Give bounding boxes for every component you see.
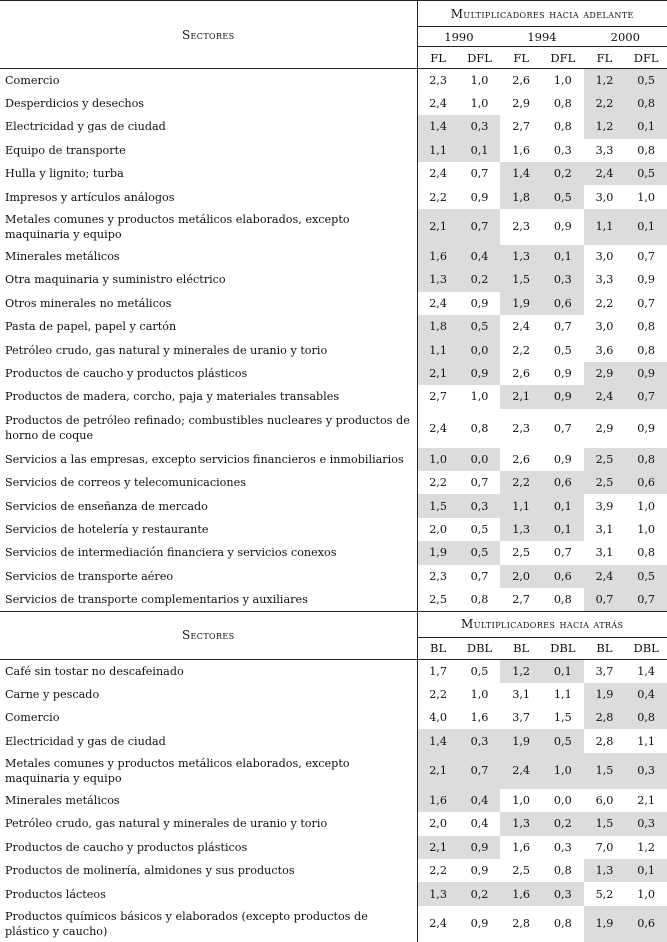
multiplier-value: 1,6 bbox=[470, 711, 489, 725]
multiplier-value: 2,5 bbox=[512, 546, 531, 560]
multiplier-value: 0,1 bbox=[542, 518, 584, 541]
multiplier-value: 0,4 bbox=[470, 817, 489, 831]
multiplier-value: 2,4 bbox=[417, 906, 459, 942]
table-row bbox=[0, 859, 667, 882]
sector-name: Productos de petróleo refinado; combustibles nucleares y productos de horno de coque bbox=[5, 414, 410, 443]
multiplier-value: 3,3 bbox=[595, 143, 614, 157]
multiplier-value: 1,0 bbox=[470, 687, 489, 701]
sector-name: Productos de madera, corcho, paja y materiales transables bbox=[5, 390, 340, 404]
sector-name: Servicios de transporte complementarios y auxiliares bbox=[5, 592, 308, 606]
table-row bbox=[0, 789, 667, 812]
column-label: FL bbox=[417, 47, 459, 69]
multiplier-value: 0,9 bbox=[553, 366, 572, 380]
multiplier-value: 1,1 bbox=[584, 209, 626, 245]
multiplier-value: 2,7 bbox=[512, 120, 531, 134]
multiplier-value: 3,1 bbox=[512, 687, 531, 701]
multiplier-value: 0,8 bbox=[625, 448, 667, 471]
sector-name: Comercio bbox=[5, 711, 60, 725]
multiplier-value: 0,7 bbox=[637, 296, 656, 310]
multiplier-value: 1,0 bbox=[637, 190, 656, 204]
backward-title: Multiplicadores hacia atrás bbox=[417, 611, 667, 637]
multiplier-value: 1,6 bbox=[500, 882, 542, 905]
multiplier-value: 1,0 bbox=[637, 887, 656, 901]
multiplier-value: 1,4 bbox=[500, 162, 542, 185]
year-header: 1990 bbox=[417, 27, 500, 47]
multiplier-value: 3,7 bbox=[512, 711, 531, 725]
multiplier-value: 2,9 bbox=[512, 97, 531, 111]
multiplier-value: 0,7 bbox=[584, 588, 626, 611]
multiplier-value: 3,1 bbox=[595, 522, 614, 536]
sector-name: Metales comunes y productos metálicos elaborados, excepto maquinaria y equipo bbox=[5, 756, 350, 785]
multiplier-value: 1,1 bbox=[417, 139, 459, 162]
multiplier-value: 1,5 bbox=[500, 268, 542, 291]
sector-name: Productos químicos básicos y elaborados (excepto productos de plástico y caucho) bbox=[5, 909, 368, 938]
multiplier-value: 1,0 bbox=[470, 390, 489, 404]
sector-name: Electricidad y gas de ciudad bbox=[5, 120, 166, 134]
multiplier-value: 0,9 bbox=[637, 421, 656, 435]
multiplier-value: 0,3 bbox=[542, 268, 584, 291]
multiplier-value: 1,9 bbox=[500, 292, 542, 315]
multiplier-value: 2,6 bbox=[512, 452, 531, 466]
table-row bbox=[0, 882, 667, 905]
table-row bbox=[0, 315, 667, 338]
multiplier-value: 0,6 bbox=[625, 471, 667, 494]
multiplier-value: 0,9 bbox=[459, 836, 501, 859]
multiplier-value: 3,0 bbox=[595, 250, 614, 264]
multiplier-value: 0,7 bbox=[553, 320, 572, 334]
multiplier-value: 2,0 bbox=[500, 565, 542, 588]
table-row bbox=[0, 906, 667, 942]
multiplier-value: 2,4 bbox=[417, 162, 459, 185]
multiplier-value: 4,0 bbox=[417, 706, 459, 729]
multiplier-value: 0,1 bbox=[542, 659, 584, 682]
table-row bbox=[0, 659, 667, 682]
multiplier-value: 1,4 bbox=[417, 729, 459, 752]
multiplier-value: 0,9 bbox=[470, 190, 489, 204]
multiplier-value: 0,5 bbox=[542, 729, 584, 752]
multiplier-value: 2,7 bbox=[512, 592, 531, 606]
multiplier-value: 0,4 bbox=[459, 245, 501, 268]
multiplier-value: 0,9 bbox=[553, 452, 572, 466]
multiplier-value: 1,1 bbox=[553, 687, 572, 701]
sector-name: Otra maquinaria y suministro eléctrico bbox=[5, 273, 226, 287]
sector-name: Minerales metálicos bbox=[5, 250, 120, 264]
table-row bbox=[0, 409, 667, 448]
column-label: BL bbox=[417, 637, 459, 659]
multiplier-value: 0,1 bbox=[459, 139, 501, 162]
multiplier-value: 0,1 bbox=[625, 115, 667, 138]
sector-name: Productos de caucho y productos plásticos bbox=[5, 840, 248, 854]
table-row bbox=[0, 812, 667, 835]
multiplier-value: 2,5 bbox=[584, 448, 626, 471]
year-header: 2000 bbox=[584, 27, 667, 47]
multiplier-value: 2,8 bbox=[512, 917, 531, 931]
multiplier-value: 3,1 bbox=[595, 546, 614, 560]
multiplier-value: 0,7 bbox=[459, 753, 501, 789]
multiplier-value: 1,0 bbox=[553, 73, 572, 87]
multiplier-value: 1,3 bbox=[500, 812, 542, 835]
multiplier-value: 1,3 bbox=[417, 882, 459, 905]
multiplier-value: 0,9 bbox=[459, 362, 501, 385]
column-label: DFL bbox=[459, 47, 501, 69]
forward-section bbox=[0, 1, 667, 612]
multiplier-value: 1,3 bbox=[417, 268, 459, 291]
multiplier-value: 1,2 bbox=[584, 69, 626, 92]
table-row bbox=[0, 706, 667, 729]
multiplier-value: 2,3 bbox=[512, 421, 531, 435]
multiplier-value: 2,2 bbox=[417, 471, 459, 494]
multiplier-value: 0,1 bbox=[542, 494, 584, 517]
multiplier-value: 2,4 bbox=[584, 385, 626, 408]
multiplier-value: 2,5 bbox=[417, 588, 459, 611]
multiplier-value: 0,1 bbox=[625, 209, 667, 245]
multiplier-value: 0,9 bbox=[625, 362, 667, 385]
multiplier-value: 0,8 bbox=[625, 706, 667, 729]
multiplier-value: 1,1 bbox=[417, 338, 459, 361]
multiplier-value: 0,3 bbox=[553, 840, 572, 854]
multiplier-value: 2,1 bbox=[500, 385, 542, 408]
multiplier-value: 1,0 bbox=[512, 794, 531, 808]
multiplier-value: 0,2 bbox=[542, 812, 584, 835]
multiplier-value: 0,3 bbox=[542, 882, 584, 905]
table-row bbox=[0, 92, 667, 115]
table-row bbox=[0, 753, 667, 789]
multiplier-value: 1,5 bbox=[417, 494, 459, 517]
column-label: DFL bbox=[625, 47, 667, 69]
table-row bbox=[0, 385, 667, 408]
multiplier-value: 0,7 bbox=[625, 588, 667, 611]
multiplier-value: 0,7 bbox=[553, 421, 572, 435]
sector-name: Servicios de transporte aéreo bbox=[5, 569, 174, 583]
multiplier-value: 3,6 bbox=[595, 343, 614, 357]
sector-name: Servicios de enseñanza de mercado bbox=[5, 499, 208, 513]
multiplier-value: 0,8 bbox=[553, 917, 572, 931]
multiplier-value: 0,4 bbox=[459, 789, 501, 812]
sector-name: Equipo de transporte bbox=[5, 143, 126, 157]
table-row bbox=[0, 683, 667, 706]
table-row bbox=[0, 518, 667, 541]
multiplier-value: 2,5 bbox=[512, 864, 531, 878]
multiplier-value: 0,9 bbox=[542, 385, 584, 408]
multiplier-value: 0,9 bbox=[470, 864, 489, 878]
multiplier-value: 6,0 bbox=[595, 794, 614, 808]
multiplier-value: 2,3 bbox=[512, 220, 531, 234]
column-label: DFL bbox=[542, 47, 584, 69]
multiplier-value: 0,8 bbox=[553, 97, 572, 111]
column-label: DBL bbox=[542, 637, 584, 659]
multiplier-value: 2,2 bbox=[417, 683, 459, 706]
column-label: FL bbox=[500, 47, 542, 69]
multiplier-value: 2,2 bbox=[512, 343, 531, 357]
multiplier-value: 0,7 bbox=[637, 250, 656, 264]
multiplier-value: 0,5 bbox=[470, 522, 489, 536]
table-row bbox=[0, 115, 667, 138]
multiplier-value: 2,8 bbox=[584, 706, 626, 729]
multiplier-value: 0,3 bbox=[625, 812, 667, 835]
multiplier-value: 1,2 bbox=[584, 115, 626, 138]
multiplier-value: 2,2 bbox=[417, 859, 459, 882]
table-row bbox=[0, 292, 667, 315]
multiplier-value: 0,9 bbox=[553, 220, 572, 234]
sector-name: Desperdicios y desechos bbox=[5, 97, 145, 111]
multiplier-value: 1,4 bbox=[417, 115, 459, 138]
sector-name: Hulla y lignito; turba bbox=[5, 167, 124, 181]
multiplier-value: 1,4 bbox=[637, 664, 656, 678]
multiplier-value: 0,8 bbox=[637, 343, 656, 357]
multiplier-value: 1,2 bbox=[500, 659, 542, 682]
multiplier-value: 1,5 bbox=[553, 711, 572, 725]
column-label: DBL bbox=[459, 637, 501, 659]
table-row bbox=[0, 185, 667, 208]
multiplier-value: 1,6 bbox=[417, 245, 459, 268]
table-row bbox=[0, 139, 667, 162]
multiplier-value: 0,8 bbox=[625, 92, 667, 115]
multiplier-value: 1,0 bbox=[637, 522, 656, 536]
multiplier-value: 3,9 bbox=[595, 499, 614, 513]
sector-name: Servicios de hotelería y restaurante bbox=[5, 522, 209, 536]
multiplier-value: 0,5 bbox=[553, 343, 572, 357]
multiplier-value: 0,0 bbox=[553, 794, 572, 808]
sector-name: Pasta de papel, papel y cartón bbox=[5, 320, 177, 334]
backward-sector-header: Sectores bbox=[0, 611, 417, 659]
multiplier-value: 0,6 bbox=[542, 565, 584, 588]
multiplier-value: 1,9 bbox=[584, 906, 626, 942]
multiplier-value: 2,7 bbox=[417, 385, 459, 408]
multiplier-value: 2,4 bbox=[500, 753, 542, 789]
multiplier-value: 1,9 bbox=[417, 541, 459, 564]
multiplier-value: 0,1 bbox=[625, 859, 667, 882]
multiplier-value: 0,6 bbox=[542, 471, 584, 494]
multiplier-value: 1,6 bbox=[512, 143, 531, 157]
table-row bbox=[0, 471, 667, 494]
multiplier-value: 1,8 bbox=[417, 315, 459, 338]
multiplier-value: 2,6 bbox=[512, 366, 531, 380]
multiplier-value: 7,0 bbox=[595, 840, 614, 854]
multiplier-value: 2,3 bbox=[417, 69, 459, 92]
sector-name: Carne y pescado bbox=[5, 687, 100, 701]
multiplier-value: 2,1 bbox=[637, 794, 656, 808]
multiplier-value: 1,3 bbox=[584, 859, 626, 882]
multiplier-value: 2,9 bbox=[584, 362, 626, 385]
table-row bbox=[0, 494, 667, 517]
multiplier-value: 1,6 bbox=[417, 789, 459, 812]
multiplier-value: 0,6 bbox=[542, 292, 584, 315]
multiplier-value: 0,5 bbox=[470, 664, 489, 678]
multiplier-value: 2,0 bbox=[417, 812, 459, 835]
table-row bbox=[0, 448, 667, 471]
sector-name: Productos de caucho y productos plásticos bbox=[5, 366, 248, 380]
multiplier-value: 0,4 bbox=[625, 683, 667, 706]
multiplier-value: 2,0 bbox=[417, 518, 459, 541]
multiplier-value: 1,6 bbox=[512, 840, 531, 854]
multiplier-value: 0,9 bbox=[637, 273, 656, 287]
multiplier-value: 2,6 bbox=[512, 73, 531, 87]
multiplier-value: 0,5 bbox=[459, 541, 501, 564]
multiplier-value: 2,4 bbox=[417, 292, 459, 315]
multiplier-value: 0,8 bbox=[637, 320, 656, 334]
multiplier-value: 5,2 bbox=[595, 887, 614, 901]
multiplier-value: 1,0 bbox=[470, 73, 489, 87]
table-row bbox=[0, 338, 667, 361]
table-row bbox=[0, 209, 667, 245]
multiplier-value: 0,6 bbox=[625, 906, 667, 942]
sector-name: Comercio bbox=[5, 73, 60, 87]
multiplier-value: 0,7 bbox=[625, 385, 667, 408]
column-label: FL bbox=[584, 47, 626, 69]
multiplier-value: 1,9 bbox=[584, 683, 626, 706]
multiplier-value: 0,8 bbox=[470, 592, 489, 606]
multiplier-value: 1,8 bbox=[500, 185, 542, 208]
multiplier-value: 1,3 bbox=[500, 245, 542, 268]
multiplier-value: 2,9 bbox=[595, 421, 614, 435]
table-row bbox=[0, 565, 667, 588]
multiplier-value: 0,3 bbox=[553, 143, 572, 157]
table-row bbox=[0, 69, 667, 92]
multiplier-value: 2,4 bbox=[417, 92, 459, 115]
multiplier-value: 0,5 bbox=[542, 185, 584, 208]
sector-name: Petróleo crudo, gas natural y minerales de uranio y torio bbox=[5, 817, 328, 831]
sector-name: Otros minerales no metálicos bbox=[5, 296, 172, 310]
sector-name: Petróleo crudo, gas natural y minerales de uranio y torio bbox=[5, 343, 328, 357]
multiplier-value: 0,8 bbox=[553, 592, 572, 606]
multiplier-value: 2,4 bbox=[584, 162, 626, 185]
multiplier-value: 3,0 bbox=[595, 320, 614, 334]
table-row bbox=[0, 268, 667, 291]
multiplier-value: 2,2 bbox=[595, 296, 614, 310]
sector-name: Electricidad y gas de ciudad bbox=[5, 734, 166, 748]
multiplier-value: 1,5 bbox=[584, 812, 626, 835]
multiplier-value: 1,0 bbox=[470, 97, 489, 111]
multiplier-value: 0,9 bbox=[470, 296, 489, 310]
multiplier-value: 3,0 bbox=[595, 190, 614, 204]
multiplier-value: 2,1 bbox=[417, 362, 459, 385]
table-row bbox=[0, 836, 667, 859]
multiplier-value: 0,7 bbox=[459, 209, 501, 245]
multiplier-value: 1,1 bbox=[500, 494, 542, 517]
table-row bbox=[0, 362, 667, 385]
multiplier-value: 0,5 bbox=[625, 565, 667, 588]
forward-title: Multiplicadores hacia adelante bbox=[417, 1, 667, 27]
multiplier-value: 2,5 bbox=[584, 471, 626, 494]
multiplier-value: 0,5 bbox=[625, 162, 667, 185]
multiplier-value: 1,7 bbox=[417, 659, 459, 682]
table-row bbox=[0, 541, 667, 564]
multiplier-value: 0,8 bbox=[637, 143, 656, 157]
sector-name: Servicios de correos y telecomunicaciones bbox=[5, 476, 246, 490]
multiplier-value: 0,3 bbox=[625, 753, 667, 789]
sector-name: Servicios de intermediación financiera y servicios conexos bbox=[5, 546, 337, 560]
table-row bbox=[0, 245, 667, 268]
multiplier-value: 0,3 bbox=[459, 494, 501, 517]
multiplier-value: 0,0 bbox=[459, 338, 501, 361]
sector-name: Metales comunes y productos metálicos elaborados, excepto maquinaria y equipo bbox=[5, 212, 350, 241]
multiplier-value: 2,8 bbox=[595, 734, 614, 748]
multiplier-value: 2,2 bbox=[500, 471, 542, 494]
multiplier-value: 2,1 bbox=[417, 753, 459, 789]
sector-name: Impresos y artículos análogos bbox=[5, 190, 175, 204]
column-label: BL bbox=[500, 637, 542, 659]
multiplier-value: 0,0 bbox=[459, 448, 501, 471]
multiplier-value: 0,7 bbox=[470, 569, 489, 583]
sector-name: Productos lácteos bbox=[5, 887, 106, 901]
column-label: BL bbox=[584, 637, 626, 659]
table-row bbox=[0, 588, 667, 611]
year-header: 1994 bbox=[500, 27, 583, 47]
sector-name: Café sin tostar no descafeinado bbox=[5, 664, 184, 678]
table-row bbox=[0, 729, 667, 752]
multiplier-value: 2,2 bbox=[417, 185, 459, 208]
column-label: DBL bbox=[625, 637, 667, 659]
multiplier-value: 1,0 bbox=[542, 753, 584, 789]
multiplier-value: 0,3 bbox=[459, 115, 501, 138]
multiplier-value: 0,2 bbox=[542, 162, 584, 185]
multiplier-value: 1,0 bbox=[417, 448, 459, 471]
multiplier-value: 2,1 bbox=[417, 836, 459, 859]
multiplier-value: 0,8 bbox=[553, 864, 572, 878]
multiplier-value: 1,1 bbox=[637, 734, 656, 748]
backward-section bbox=[0, 611, 667, 942]
multiplier-value: 0,7 bbox=[553, 546, 572, 560]
multiplier-value: 1,3 bbox=[500, 518, 542, 541]
multiplier-value: 3,3 bbox=[595, 273, 614, 287]
forward-sector-header: Sectores bbox=[0, 1, 417, 69]
multiplier-value: 1,5 bbox=[584, 753, 626, 789]
table-row bbox=[0, 162, 667, 185]
multiplier-value: 2,3 bbox=[417, 565, 459, 588]
multiplier-value: 0,5 bbox=[459, 315, 501, 338]
multiplier-value: 0,7 bbox=[470, 476, 489, 490]
multiplier-value: 3,7 bbox=[595, 664, 614, 678]
multiplier-value: 1,9 bbox=[500, 729, 542, 752]
multiplier-value: 0,7 bbox=[470, 167, 489, 181]
multiplier-value: 2,1 bbox=[417, 209, 459, 245]
multiplier-value: 0,8 bbox=[470, 421, 489, 435]
sector-name: Productos de molinería, almidones y sus productos bbox=[5, 864, 295, 878]
sector-name: Servicios a las empresas, excepto servicios financieros e inmobiliarios bbox=[5, 452, 404, 466]
multiplier-value: 2,2 bbox=[584, 92, 626, 115]
multiplier-value: 0,1 bbox=[542, 245, 584, 268]
multiplier-value: 0,9 bbox=[470, 917, 489, 931]
multiplier-value: 1,0 bbox=[637, 499, 656, 513]
multiplier-value: 0,8 bbox=[637, 546, 656, 560]
multiplier-value: 2,4 bbox=[417, 409, 459, 448]
multiplier-value: 0,2 bbox=[459, 268, 501, 291]
multiplier-value: 0,5 bbox=[625, 69, 667, 92]
multiplier-value: 0,8 bbox=[553, 120, 572, 134]
sector-name: Minerales metálicos bbox=[5, 794, 120, 808]
multiplier-value: 0,3 bbox=[459, 729, 501, 752]
multiplier-value: 2,4 bbox=[512, 320, 531, 334]
multiplier-value: 0,2 bbox=[459, 882, 501, 905]
multiplier-value: 2,4 bbox=[584, 565, 626, 588]
multiplier-value: 1,2 bbox=[637, 840, 656, 854]
